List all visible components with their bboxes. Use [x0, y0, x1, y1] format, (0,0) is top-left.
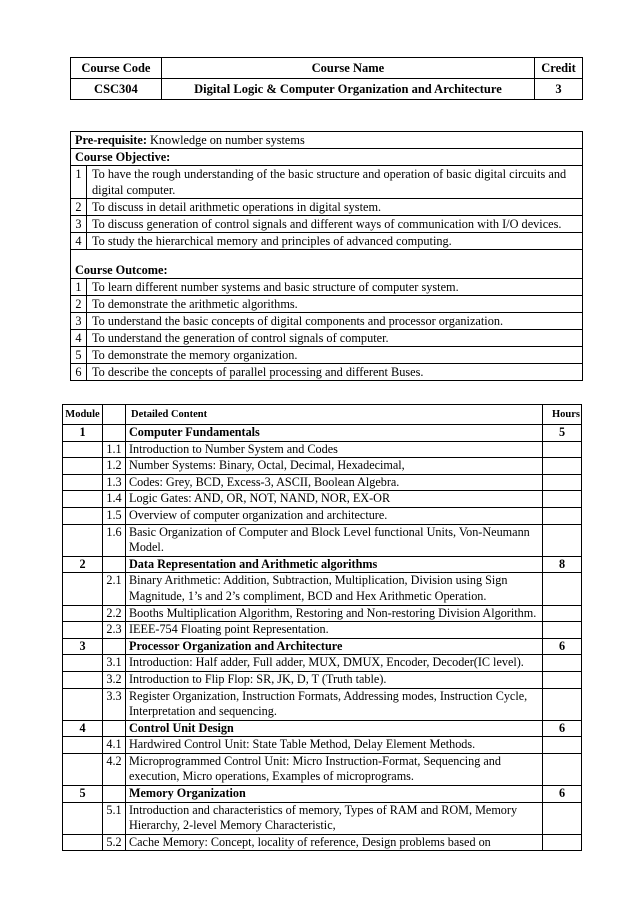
module-header: Module — [63, 405, 103, 425]
topic-number: 2.2 — [103, 605, 126, 622]
topic-row — [63, 655, 582, 672]
topic-row — [63, 834, 582, 851]
outcome-text: To demonstrate the arithmetic algorithms. — [87, 296, 583, 313]
module-title-row — [63, 556, 582, 573]
outcome-row — [71, 330, 583, 347]
topic-text: IEEE-754 Floating point Representation. — [126, 622, 543, 639]
outcome-number: 1 — [71, 279, 87, 296]
topic-number: 1.4 — [103, 491, 126, 508]
topic-row — [63, 491, 582, 508]
outcome-text: To understand the basic concepts of digital components and processor organization. — [87, 313, 583, 330]
topic-number: 4.1 — [103, 737, 126, 754]
topic-text: Codes: Grey, BCD, Excess-3, ASCII, Boolean Algebra. — [126, 474, 543, 491]
credit-header: Credit — [535, 58, 583, 79]
topic-text: Logic Gates: AND, OR, NOT, NAND, NOR, EX-OR — [126, 491, 543, 508]
modules-header-row — [63, 405, 582, 425]
topic-text: Register Organization, Instruction Formats, Addressing modes, Instruction Cycle, Interpretation and sequencing. — [126, 688, 543, 720]
topic-number: 2.1 — [103, 573, 126, 605]
module-number: 5 — [63, 786, 103, 803]
topic-row — [63, 507, 582, 524]
topic-number: 1.3 — [103, 474, 126, 491]
topic-text: Introduction to Flip Flop: SR, JK, D, T (Truth table). — [126, 671, 543, 688]
topic-number: 3.2 — [103, 671, 126, 688]
objective-text: To discuss in detail arithmetic operations in digital system. — [87, 199, 583, 216]
objective-number: 1 — [71, 166, 87, 199]
outcome-row — [71, 279, 583, 296]
topic-number: 5.1 — [103, 802, 126, 834]
topic-text: Introduction to Number System and Codes — [126, 441, 543, 458]
topic-row — [63, 688, 582, 720]
topic-text: Cache Memory: Concept, locality of reference, Design problems based on — [126, 834, 543, 851]
course-code-header: Course Code — [71, 58, 162, 79]
topic-text: Microprogrammed Control Unit: Micro Instruction-Format, Sequencing and execution, Micro operations, Examples of microprograms. — [126, 753, 543, 785]
objectives-outcomes-table — [70, 131, 583, 381]
topic-number: 1.1 — [103, 441, 126, 458]
topic-row — [63, 458, 582, 475]
module-hours: 6 — [543, 720, 582, 737]
objective-text: To study the hierarchical memory and principles of advanced computing. — [87, 233, 583, 250]
module-title-row — [63, 425, 582, 442]
module-hours: 6 — [543, 786, 582, 803]
hours-header: Hours — [543, 405, 582, 425]
topic-row — [63, 474, 582, 491]
course-header-row — [71, 58, 583, 79]
topic-row — [63, 524, 582, 556]
prerequisite-label: Pre-requisite: — [75, 133, 147, 147]
topic-number: 4.2 — [103, 753, 126, 785]
outcome-text: To learn different number systems and basic structure of computer system. — [87, 279, 583, 296]
modules-table — [62, 404, 582, 851]
module-hours: 6 — [543, 638, 582, 655]
objective-text: To discuss generation of control signals and different ways of communication with I/O devices. — [87, 216, 583, 233]
objective-row — [71, 199, 583, 216]
module-number: 4 — [63, 720, 103, 737]
outcome-heading: Course Outcome: — [71, 262, 583, 279]
objective-row — [71, 216, 583, 233]
topic-number: 1.2 — [103, 458, 126, 475]
module-title-row — [63, 638, 582, 655]
module-title: Processor Organization and Architecture — [126, 638, 543, 655]
detailed-content-header: Detailed Content — [126, 405, 543, 425]
outcome-number: 6 — [71, 364, 87, 381]
outcome-row — [71, 296, 583, 313]
outcome-number: 3 — [71, 313, 87, 330]
outcome-text: To understand the generation of control signals of computer. — [87, 330, 583, 347]
module-title: Control Unit Design — [126, 720, 543, 737]
topic-text: Booths Multiplication Algorithm, Restoring and Non-restoring Division Algorithm. — [126, 605, 543, 622]
outcome-number: 5 — [71, 347, 87, 364]
topic-row — [63, 737, 582, 754]
outcome-row — [71, 313, 583, 330]
objective-number: 4 — [71, 233, 87, 250]
outcome-heading-row — [71, 262, 583, 279]
objective-number: 3 — [71, 216, 87, 233]
module-title: Data Representation and Arithmetic algorithms — [126, 556, 543, 573]
outcome-row — [71, 347, 583, 364]
prerequisite-text: Knowledge on number systems — [146, 133, 305, 147]
objective-number: 2 — [71, 199, 87, 216]
course-code-value: CSC304 — [71, 79, 162, 100]
topic-text: Introduction: Half adder, Full adder, MUX, DMUX, Encoder, Decoder(IC level). — [126, 655, 543, 672]
module-number: 1 — [63, 425, 103, 442]
topic-text: Introduction and characteristics of memory, Types of RAM and ROM, Memory Hierarchy, 2-level Memory Characteristic, — [126, 802, 543, 834]
topic-number: 2.3 — [103, 622, 126, 639]
objective-heading-row — [71, 149, 583, 166]
outcome-row — [71, 364, 583, 381]
course-name-value: Digital Logic & Computer Organization and Architecture — [161, 79, 534, 100]
topic-text: Number Systems: Binary, Octal, Decimal, Hexadecimal, — [126, 458, 543, 475]
topic-row — [63, 671, 582, 688]
objective-row — [71, 166, 583, 199]
topic-row — [63, 605, 582, 622]
topic-text: Binary Arithmetic: Addition, Subtraction, Multiplication, Division using Sign Magnitude, 1’s and 2’s compliment, BCD and Hex Arithmetic Operation. — [126, 573, 543, 605]
module-title: Memory Organization — [126, 786, 543, 803]
module-title: Computer Fundamentals — [126, 425, 543, 442]
topic-row — [63, 573, 582, 605]
topic-text: Hardwired Control Unit: State Table Method, Delay Element Methods. — [126, 737, 543, 754]
module-title-row — [63, 720, 582, 737]
topic-number: 1.6 — [103, 524, 126, 556]
prerequisite-row — [71, 132, 583, 149]
topic-row — [63, 753, 582, 785]
objective-heading: Course Objective: — [71, 149, 583, 166]
credit-value: 3 — [535, 79, 583, 100]
course-name-header: Course Name — [161, 58, 534, 79]
module-title-row — [63, 786, 582, 803]
topic-number: 1.5 — [103, 507, 126, 524]
topic-row — [63, 622, 582, 639]
outcome-text: To describe the concepts of parallel processing and different Buses. — [87, 364, 583, 381]
topic-number: 5.2 — [103, 834, 126, 851]
module-hours: 8 — [543, 556, 582, 573]
topic-number: 3.3 — [103, 688, 126, 720]
topic-text: Basic Organization of Computer and Block Level functional Units, Von-Neumann Model. — [126, 524, 543, 556]
topic-row — [63, 802, 582, 834]
module-number: 2 — [63, 556, 103, 573]
course-value-row — [71, 79, 583, 100]
objective-row — [71, 233, 583, 250]
topic-number: 3.1 — [103, 655, 126, 672]
outcome-number: 4 — [71, 330, 87, 347]
outcome-number: 2 — [71, 296, 87, 313]
course-info-table — [70, 57, 583, 100]
module-hours: 5 — [543, 425, 582, 442]
spacer-row — [71, 250, 583, 263]
topic-row — [63, 441, 582, 458]
objective-text: To have the rough understanding of the basic structure and operation of basic digital circuits and digital computer. — [87, 166, 583, 199]
module-number: 3 — [63, 638, 103, 655]
topic-text: Overview of computer organization and architecture. — [126, 507, 543, 524]
outcome-text: To demonstrate the memory organization. — [87, 347, 583, 364]
